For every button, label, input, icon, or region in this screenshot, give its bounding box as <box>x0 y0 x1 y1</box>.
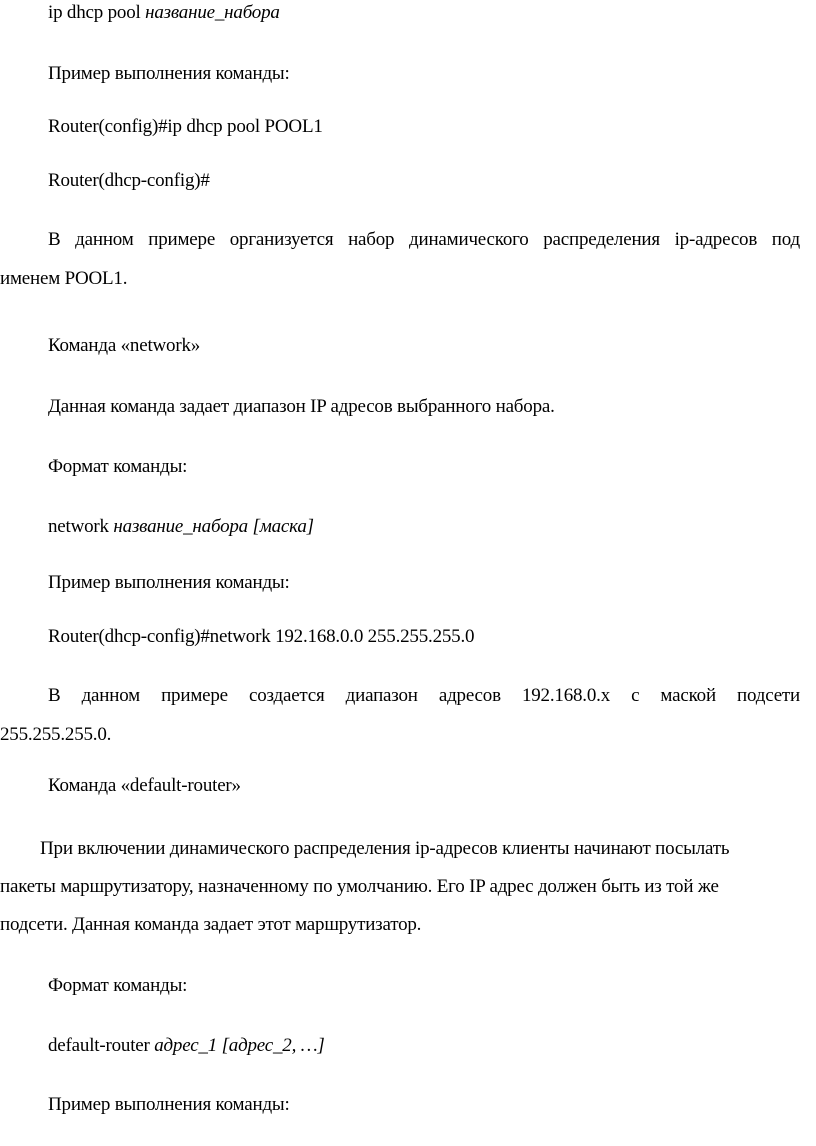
command-argument: адрес_1 [адрес_2, …] <box>154 1035 325 1056</box>
format-heading: Формат команды: <box>48 975 188 996</box>
paragraph-line: В данном примере создается диапазон адресов 192.168.0.x с маской подсети <box>48 685 800 706</box>
paragraph-line: пакеты маршрутизатору, назначенному по умолчанию. Его IP адрес должен быть из той же <box>0 876 719 897</box>
example-heading: Пример выполнения команды: <box>48 572 290 593</box>
command-keyword: default-router <box>48 1035 155 1056</box>
paragraph-line: 255.255.255.0. <box>0 724 112 745</box>
paragraph-line: Данная команда задает диапазон IP адресов выбранного набора. <box>48 396 555 417</box>
command-keyword: network <box>48 516 114 537</box>
format-heading: Формат команды: <box>48 456 188 477</box>
example-heading: Пример выполнения команды: <box>48 1094 290 1115</box>
command-syntax-default-router <box>48 1035 325 1057</box>
section-heading-network: Команда «network» <box>48 335 201 356</box>
section-heading-default-router: Команда «default-router» <box>48 775 241 796</box>
command-syntax-network <box>48 516 314 538</box>
command-argument: название_набора [маска] <box>113 516 314 537</box>
paragraph-line: именем POOL1. <box>0 268 128 289</box>
command-keyword: ip dhcp pool <box>48 2 146 23</box>
command-argument: название_набора <box>145 2 280 23</box>
paragraph-line: подсети. Данная команда задает этот маршрутизатор. <box>0 914 422 935</box>
example-line: Router(dhcp-config)# <box>48 170 210 191</box>
command-syntax-ip-dhcp-pool <box>48 2 280 24</box>
example-line: Router(dhcp-config)#network 192.168.0.0 255.255.255.0 <box>48 626 475 647</box>
example-heading: Пример выполнения команды: <box>48 63 290 84</box>
paragraph-line: В данном примере организуется набор динамического распределения ip-адресов под <box>48 229 800 250</box>
example-line: Router(config)#ip dhcp pool POOL1 <box>48 116 323 137</box>
paragraph-line: При включении динамического распределения ip-адресов клиенты начинают посылать <box>40 838 730 859</box>
